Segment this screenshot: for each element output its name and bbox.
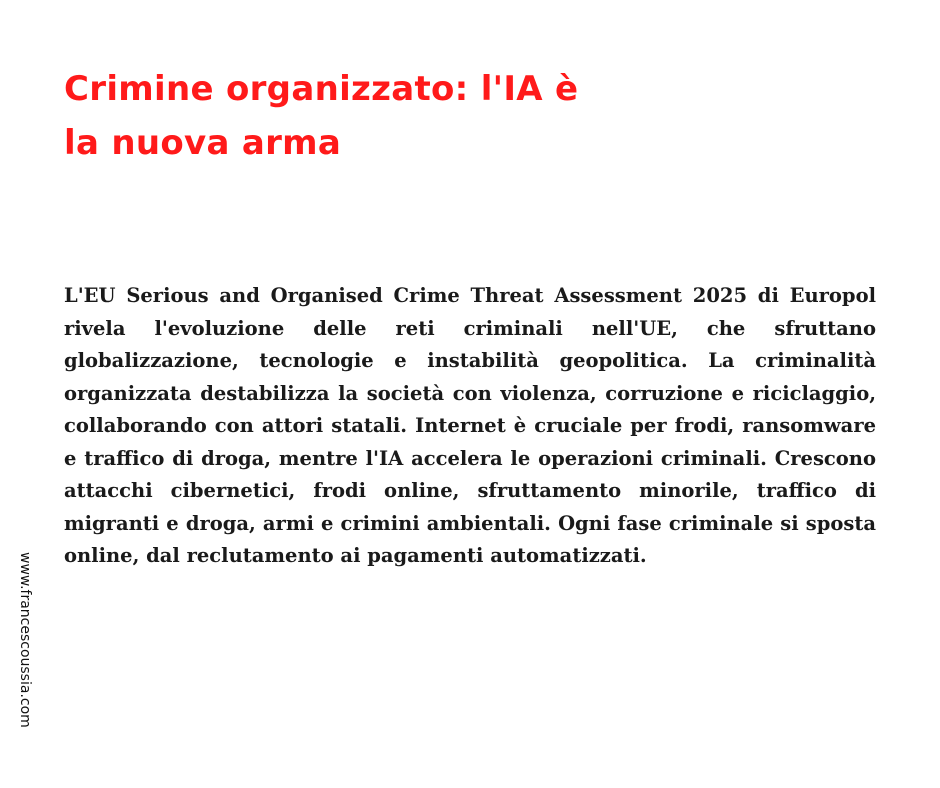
body-paragraph: L'EU Serious and Organised Crime Threat Assessment 2025 di Europol rivela l'evoluzione delle reti criminali nell'UE, che sfruttano globalizzazione, tecnologie e instabilità geopolitica. La criminalità organizzata destabilizza la società con violenza, corruzione e riciclaggio, collaborando con attori statali. Internet è cruciale per frodi, ransomware e traffico di droga, mentre l'IA accelera le operazioni criminali. Crescono attacchi cibernetici, frodi online, sfruttamento minorile, traffico di migranti e droga, armi e crimini ambientali. Ogni fase criminale si sposta online, dal reclutamento ai pagamenti automatizzati. [64,284,876,567]
page-title: Crimine organizzato: l'IA è la nuova arma [64,69,579,163]
website-url: www.francescoussia.com [17,552,33,728]
